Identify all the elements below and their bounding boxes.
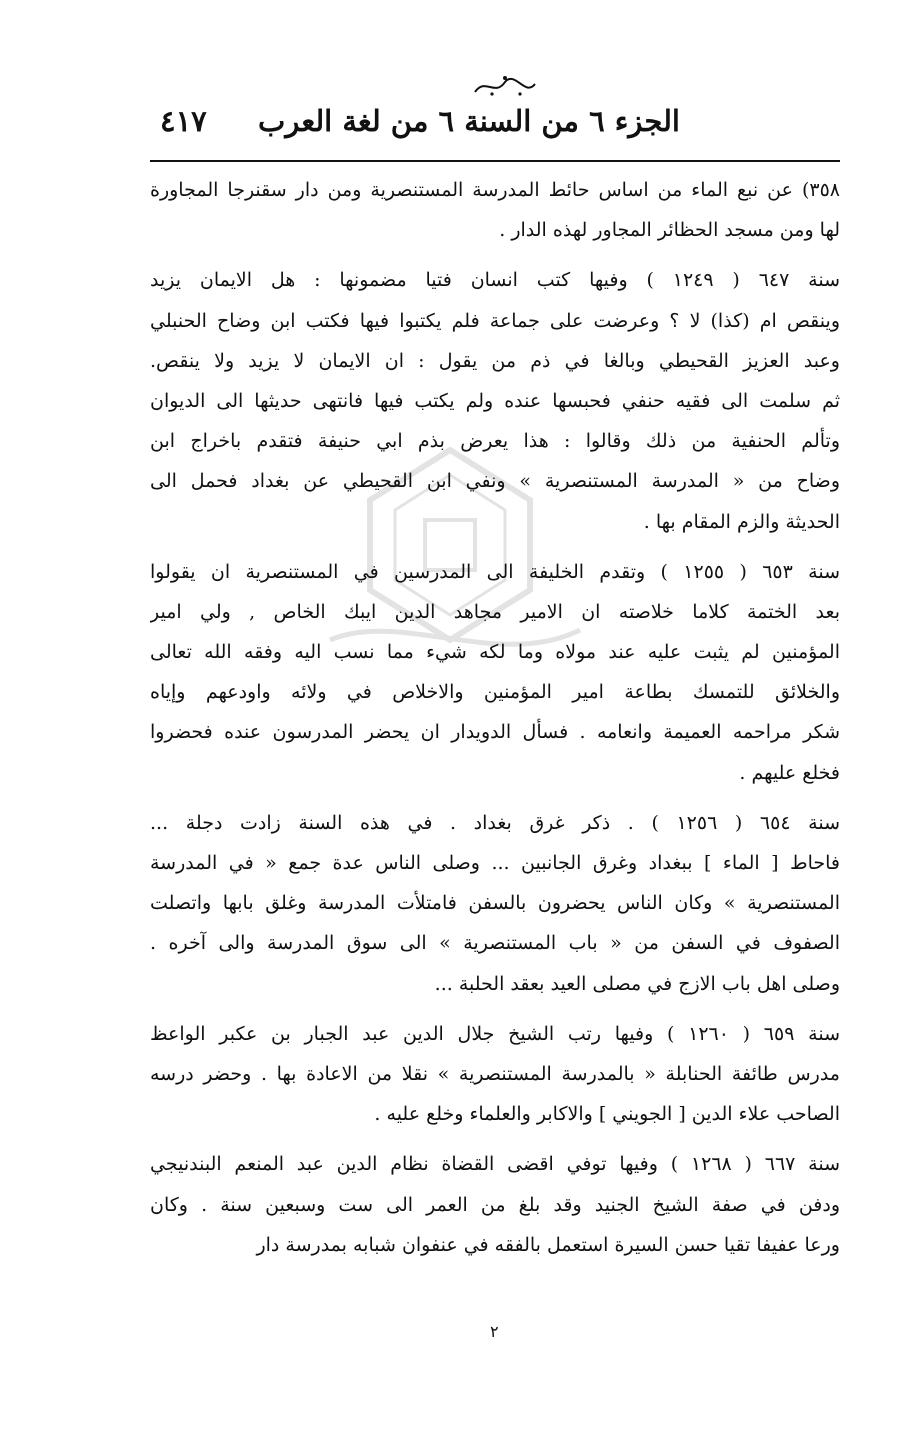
text-line: ورعا عفيفا تقيا حسن السيرة استعمل بالفقه في عنفوان شبابه بمدرسة دار (256, 1233, 840, 1256)
paragraph (150, 552, 840, 793)
paragraph (150, 1014, 840, 1135)
text-line: مدرس طائفة الحنابلة « بالمدرسة المستنصرية » نقلا من الاعادة بها . وحضر درسه (150, 1062, 840, 1085)
text-line: لها ومن مسجد الحظائر المجاور لهذه الدار . (499, 219, 840, 242)
text-line: سنة ٦٥٩ ( ١٢٦٠ ) وفيها رتب الشيخ جلال الدين عبد الجبار بن عكبر الواعظ (150, 1022, 840, 1045)
text-line: سنة ٦٥٤ ( ١٢٥٦ ) . ذكر غرق بغداد . في هذه السنة زادت دجلة ... (150, 811, 840, 834)
text-line: سنة ٦٦٧ ( ١٢٦٨ ) وفيها توفي اقضى القضاة نظام الدين عبد المنعم البندنيجي (150, 1153, 840, 1176)
text-line: وينقص ام (كذا) لا ؟ وعرضت على جماعة فلم يكتبوا فيها فكتب ابن وضاح الحنبلي (150, 309, 840, 332)
paragraph (150, 170, 840, 250)
text-line: والخلائق للتمسك بطاعة امير المؤمنين والاخلاص في ولائه واودعهم وإياه (150, 681, 840, 704)
paragraph (150, 803, 840, 1004)
text-line: فخلع عليهم . (739, 761, 840, 784)
text-line: وتألم الحنفية من ذلك وقالوا : هذا يعرض بذم ابي حنيفة فتقدم باخراج ابن (150, 430, 840, 453)
text-line: المستنصرية » وكان الناس يحضرون بالسفن فامتلأت المدرسة وغلق بابها واتصلت (150, 892, 840, 915)
text-line: بعد الختمة كلاما خلاصته ان الامير مجاهد الدين ايبك الخاص , ولي امير (150, 600, 840, 623)
footer-mark: ٢ (490, 1322, 499, 1341)
text-line: الحديثة والزم المقام بها . (643, 510, 840, 533)
text-line: ٣٥٨) عن نبع الماء من اساس حائط المدرسة المستنصرية ومن دار سقنرجا المجاورة (150, 179, 840, 201)
text-line: ثم سلمت الى فقيه حنفي فحبسها عنده ولم يكتب فيها فانتهى حديثها الى الديوان (150, 389, 840, 412)
running-title: الجزء ٦ من السنة ٦ من لغة العرب (258, 104, 680, 138)
text-line: المؤمنين لم يثبت عليه عند مولاه وما لكه شيء مما نسب اليه وفقه الله تعالى (150, 641, 840, 664)
text-line: وضاح من « المدرسة المستنصرية » ونفي ابن القحيطي عن بغداد فحمل الى (150, 470, 840, 493)
text-line: سنة ٦٤٧ ( ١٢٤٩ ) وفيها كتب انسان فتيا مضمونها : هل الايمان يزيد (150, 269, 840, 292)
text-line: الصاحب علاء الدين [ الجويني ] والاكابر والعلماء وخلع عليه . (374, 1103, 840, 1126)
header-rule (150, 160, 840, 162)
paragraph (150, 260, 840, 541)
text-line: فاحاط [ الماء ] ببغداد وغرق الجانبين ... وصلى الناس عدة جمع « في المدرسة (150, 852, 840, 874)
paragraph (150, 1144, 840, 1265)
text-line: وعبد العزيز القحيطي وبالغا في ذم من يقول : ان الايمان لا يزيد ولا ينقص. (150, 349, 840, 372)
page-number: ٤١٧ (160, 104, 207, 138)
text-line: وصلى اهل باب الازج في مصلى العيد بعقد الحلبة ... (434, 972, 840, 995)
text-line: الصفوف في السفن من « باب المستنصرية » الى سوق المدرسة والى آخره . (150, 932, 840, 955)
body-text (150, 170, 840, 1275)
text-line: سنة ٦٥٣ ( ١٢٥٥ ) وتقدم الخليفة الى المدرسين في المستنصرية ان يقولوا (150, 560, 840, 583)
page-header (160, 96, 680, 146)
text-line: شكر مراحمه العميمة وانعامه . فسأل الدويدار ان يحضر المدرسون عنده فحضروا (150, 721, 840, 744)
text-line: ودفن في صفة الشيخ الجنيد وقد بلغ من العمر الى ست وسبعين سنة . وكان (150, 1193, 840, 1216)
